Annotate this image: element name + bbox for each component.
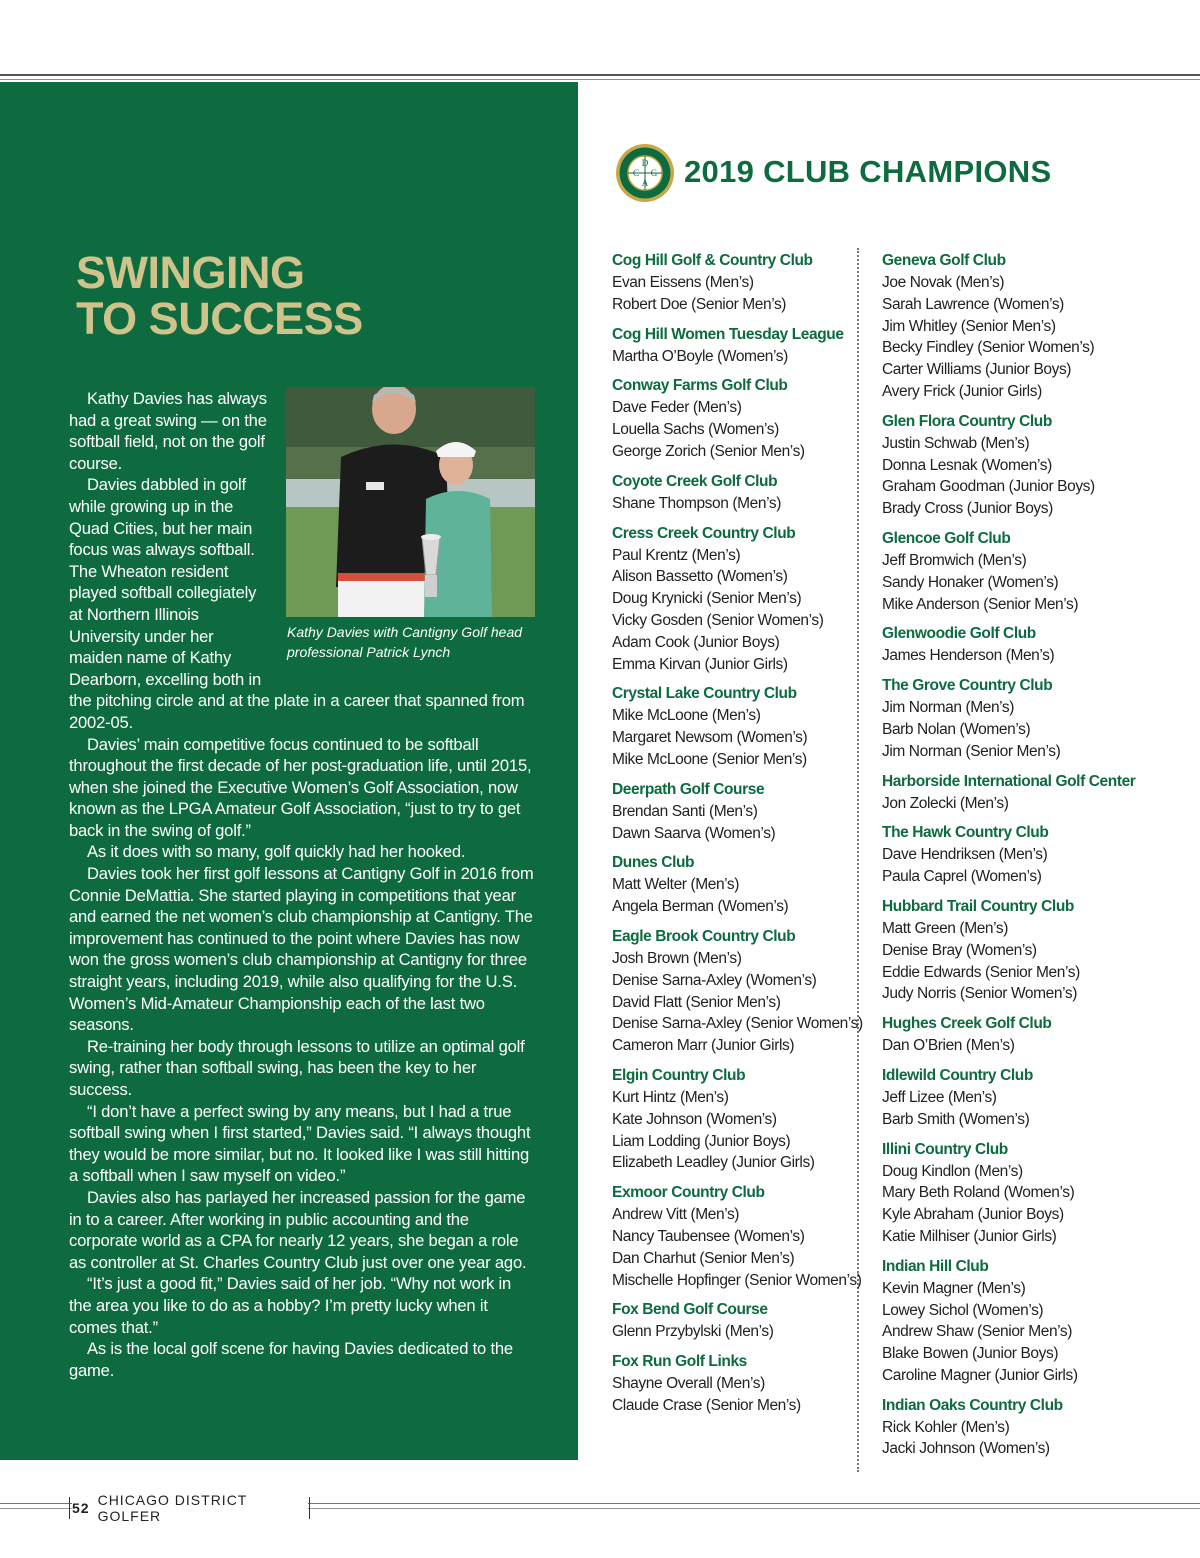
champion-name: Barb Nolan (Women’s) bbox=[882, 720, 1031, 738]
body-paragraph: As is the local golf scene for having Davies dedicated to the game. bbox=[69, 1339, 513, 1380]
top-rule-thin bbox=[0, 79, 1200, 80]
club-name: Glen Flora Country Club bbox=[882, 412, 1052, 430]
club-name: Crystal Lake Country Club bbox=[612, 685, 797, 703]
club-name: Fox Bend Golf Course bbox=[612, 1301, 768, 1319]
logo-letter-bottom: A bbox=[641, 178, 649, 188]
body-paragraph: As it does with so many, golf quickly had her hooked. bbox=[87, 842, 466, 862]
champion-name: Nancy Taubensee (Women’s) bbox=[612, 1227, 805, 1245]
champion-name: Shayne Overall (Men’s) bbox=[612, 1375, 765, 1393]
champion-name: Mischelle Hopfinger (Senior Women’s) bbox=[612, 1271, 862, 1289]
champion-name: James Henderson (Men’s) bbox=[882, 647, 1055, 665]
club-name: Geneva Golf Club bbox=[882, 252, 1006, 269]
champion-name: Jeff Lizee (Men’s) bbox=[882, 1088, 997, 1106]
champion-name: Josh Brown (Men’s) bbox=[612, 949, 742, 967]
club-entry bbox=[882, 411, 1182, 520]
club-entry bbox=[882, 771, 1182, 815]
footer-tick-right bbox=[309, 1497, 310, 1519]
champion-name: Justin Schwab (Men’s) bbox=[882, 434, 1030, 452]
champion-name: Denise Bray (Women’s) bbox=[882, 941, 1037, 959]
champion-name: Cameron Marr (Junior Girls) bbox=[612, 1037, 795, 1055]
champion-name: Rick Kohler (Men’s) bbox=[882, 1418, 1010, 1436]
feature-title-line-2: TO SUCCESS bbox=[76, 293, 363, 344]
champion-name: Barb Smith (Women’s) bbox=[882, 1110, 1030, 1128]
logo-letter-top: D bbox=[641, 158, 649, 168]
champion-name: Jim Norman (Men’s) bbox=[882, 699, 1015, 717]
club-entry bbox=[612, 1351, 852, 1417]
champion-name: Mike McLoone (Men’s) bbox=[612, 707, 761, 725]
champion-name: Denise Sarna-Axley (Women’s) bbox=[612, 971, 817, 989]
champion-name: Vicky Gosden (Senior Women’s) bbox=[612, 611, 824, 629]
champion-name: Louella Sachs (Women’s) bbox=[612, 421, 779, 439]
club-name: Coyote Creek Golf Club bbox=[612, 472, 778, 490]
champion-name: Blake Bowen (Junior Boys) bbox=[882, 1345, 1059, 1363]
photo-caption: Kathy Davies with Cantigny Golf head professional Patrick Lynch bbox=[287, 624, 523, 660]
champion-name: Shane Thompson (Men’s) bbox=[612, 494, 781, 512]
champion-name: Mike Anderson (Senior Men’s) bbox=[882, 595, 1079, 613]
champion-name: Katie Milhiser (Junior Girls) bbox=[882, 1227, 1057, 1245]
publication-name: CHICAGO DISTRICT GOLFER bbox=[97, 1492, 248, 1524]
club-entry bbox=[882, 1013, 1182, 1057]
champion-name: Denise Sarna-Axley (Senior Women’s) bbox=[612, 1015, 863, 1033]
feature-title bbox=[76, 247, 556, 344]
champion-name: Robert Doe (Senior Men’s) bbox=[612, 295, 787, 313]
club-name: Illini Country Club bbox=[882, 1140, 1008, 1158]
club-entry bbox=[612, 1299, 852, 1343]
champion-name: Kate Johnson (Women’s) bbox=[612, 1110, 777, 1128]
logo-letter-left: C bbox=[632, 168, 640, 178]
club-entry bbox=[882, 896, 1182, 1005]
champion-name: Jim Whitley (Senior Men’s) bbox=[882, 317, 1056, 335]
champion-name: Becky Findley (Senior Women’s) bbox=[882, 339, 1095, 357]
club-name: Indian Oaks Country Club bbox=[882, 1396, 1063, 1414]
club-entry bbox=[882, 250, 1182, 403]
champion-name: Dave Feder (Men’s) bbox=[612, 399, 742, 417]
champion-name: Jon Zolecki (Men’s) bbox=[882, 794, 1009, 812]
champion-name: Kyle Abraham (Junior Boys) bbox=[882, 1206, 1064, 1224]
champion-name: Dan O’Brien (Men’s) bbox=[882, 1037, 1015, 1055]
club-entry bbox=[882, 1065, 1182, 1131]
page-footer bbox=[72, 1492, 308, 1524]
photo-illustration bbox=[286, 387, 535, 617]
club-entry bbox=[882, 623, 1182, 667]
club-name: Eagle Brook Country Club bbox=[612, 927, 796, 945]
champion-name: David Flatt (Senior Men’s) bbox=[612, 993, 781, 1011]
champion-name: Matt Green (Men’s) bbox=[882, 919, 1009, 937]
club-entry bbox=[612, 1065, 852, 1174]
club-entry bbox=[612, 779, 852, 845]
champion-name: Paul Krentz (Men’s) bbox=[612, 546, 741, 564]
champion-name: Jeff Bromwich (Men’s) bbox=[882, 551, 1027, 569]
club-name: Harborside International Golf Center bbox=[882, 772, 1136, 790]
club-name: Cress Creek Country Club bbox=[612, 524, 796, 542]
club-name: Exmoor Country Club bbox=[612, 1184, 765, 1202]
champions-right-column bbox=[882, 250, 1182, 1468]
champion-name: Claude Crase (Senior Men’s) bbox=[612, 1396, 801, 1414]
club-name: Cog Hill Women Tuesday League bbox=[612, 325, 844, 343]
champion-name: Avery Frick (Junior Girls) bbox=[882, 382, 1042, 400]
club-entry bbox=[612, 375, 852, 462]
champion-name: Doug Krynicki (Senior Men’s) bbox=[612, 590, 802, 608]
champion-name: Glenn Przybylski (Men’s) bbox=[612, 1323, 774, 1341]
champion-name: Andrew Vitt (Men’s) bbox=[612, 1206, 740, 1224]
champion-name: Sandy Honaker (Women’s) bbox=[882, 573, 1059, 591]
champion-name: Sarah Lawrence (Women’s) bbox=[882, 295, 1064, 313]
cdga-logo bbox=[615, 143, 675, 203]
champion-name: Lowey Sichol (Women’s) bbox=[882, 1301, 1044, 1319]
champion-name: Elizabeth Leadley (Junior Girls) bbox=[612, 1154, 815, 1172]
top-rule bbox=[0, 74, 1200, 76]
champion-name: Brendan Santi (Men’s) bbox=[612, 802, 758, 820]
feature-title-line-1: SWINGING bbox=[76, 247, 305, 298]
club-name: The Hawk Country Club bbox=[882, 824, 1049, 842]
champion-name: Donna Lesnak (Women’s) bbox=[882, 456, 1052, 474]
champion-name: Kurt Hintz (Men’s) bbox=[612, 1088, 729, 1106]
champion-name: Matt Welter (Men’s) bbox=[612, 876, 740, 894]
champion-name: Dan Charhut (Senior Men’s) bbox=[612, 1249, 795, 1267]
champion-name: Caroline Magner (Junior Girls) bbox=[882, 1366, 1078, 1384]
body-paragraph: Kathy Davies has always had a great swing — on the softball field, not on the golf course. bbox=[69, 389, 267, 473]
club-entry bbox=[612, 471, 852, 515]
club-name: Cog Hill Golf & Country Club bbox=[612, 252, 813, 269]
champion-name: Paula Caprel (Women’s) bbox=[882, 868, 1042, 886]
champion-name: Mike McLoone (Senior Men’s) bbox=[612, 750, 807, 768]
club-entry bbox=[882, 675, 1182, 762]
club-name: Elgin Country Club bbox=[612, 1066, 746, 1084]
footer-tick-left bbox=[69, 1497, 70, 1519]
champion-name: Margaret Newsom (Women’s) bbox=[612, 729, 808, 747]
club-entry bbox=[882, 1395, 1182, 1461]
club-entry bbox=[882, 1139, 1182, 1248]
logo-letter-right: G bbox=[650, 168, 658, 178]
champion-name: Brady Cross (Junior Boys) bbox=[882, 500, 1053, 518]
champion-name: Alison Bassetto (Women’s) bbox=[612, 568, 788, 586]
club-entry bbox=[612, 523, 852, 676]
club-name: Hubbard Trail Country Club bbox=[882, 897, 1074, 915]
club-name: The Grove Country Club bbox=[882, 677, 1053, 695]
champion-name: Andrew Shaw (Senior Men’s) bbox=[882, 1323, 1073, 1341]
champion-name: Angela Berman (Women’s) bbox=[612, 898, 789, 916]
club-entry bbox=[882, 1256, 1182, 1387]
club-entry bbox=[882, 822, 1182, 888]
body-paragraph: Davies dabbled in golf while growing up in the Quad Cities, but her main focus was always softball. The Wheaton resident played softball collegiately at Northern Illinois University under her maiden name of Kathy Dearborn, excelling both in the pitching circle and at the plate in a career that spanned from 2002-05. bbox=[69, 475, 525, 732]
champion-name: Adam Cook (Junior Boys) bbox=[612, 633, 780, 651]
club-name: Fox Run Golf Links bbox=[612, 1353, 747, 1371]
champion-name: Dave Hendriksen (Men’s) bbox=[882, 846, 1048, 864]
champion-name: Doug Kindlon (Men’s) bbox=[882, 1162, 1023, 1180]
club-entry bbox=[612, 1182, 862, 1291]
champion-name: Eddie Edwards (Senior Men’s) bbox=[882, 963, 1080, 981]
club-name: Conway Farms Golf Club bbox=[612, 377, 788, 395]
champion-name: Jim Norman (Senior Men’s) bbox=[882, 742, 1061, 760]
club-name: Idlewild Country Club bbox=[882, 1066, 1033, 1084]
body-paragraph: “I don’t have a perfect swing by any means, but I had a true softball swing when I first started,” Davies said. “I always thought they would be more similar, but no. It looked like I was still hitting a softball when I saw myself on video.” bbox=[69, 1101, 531, 1186]
champion-name: Kevin Magner (Men’s) bbox=[882, 1279, 1026, 1297]
champion-name: Graham Goodman (Junior Boys) bbox=[882, 478, 1095, 496]
champion-name: Mary Beth Roland (Women’s) bbox=[882, 1184, 1075, 1202]
champion-name: Evan Eissens (Men’s) bbox=[612, 274, 754, 291]
club-entry bbox=[612, 926, 863, 1057]
champion-name: Emma Kirvan (Junior Girls) bbox=[612, 655, 788, 673]
body-paragraph: Re-training her body through lessons to utilize an optimal golf swing, rather than softball swing, has been the key to her success. bbox=[69, 1036, 525, 1099]
champion-name: Judy Norris (Senior Women’s) bbox=[882, 985, 1077, 1003]
body-paragraph: Davies also has parlayed her increased passion for the game in to a career. After working in public accounting and the corporate world as a CPA for nearly 12 years, she began a role as controller at St. Charles Country Club just over one year ago. bbox=[69, 1187, 527, 1272]
club-name: Dunes Club bbox=[612, 854, 695, 872]
club-entry bbox=[612, 250, 852, 316]
champion-name: Carter Williams (Junior Boys) bbox=[882, 361, 1072, 379]
club-entry bbox=[612, 683, 852, 770]
club-name: Deerpath Golf Course bbox=[612, 780, 765, 798]
club-entry bbox=[882, 528, 1182, 615]
champion-name: Joe Novak (Men’s) bbox=[882, 274, 1005, 291]
champion-name: George Zorich (Senior Men’s) bbox=[612, 442, 805, 460]
club-name: Hughes Creek Golf Club bbox=[882, 1015, 1052, 1033]
club-entry bbox=[612, 852, 852, 918]
body-paragraph: Davies took her first golf lessons at Cantigny Golf in 2016 from Connie DeMattia. She started playing in competitions that year and earned the net women’s club championship at Cantigny. The improvement has continued to the point where Davies has now won the gross women’s club championship at Cantigny for three straight years, including 2019, while also qualifying for the U.S. Women’s Mid-Amateur Championship each of the last two seasons. bbox=[69, 864, 534, 1035]
club-entry bbox=[612, 324, 852, 368]
champion-name: Liam Lodding (Junior Boys) bbox=[612, 1132, 791, 1150]
body-paragraph: Davies’ main competitive focus continued to be softball throughout the first decade of her post-graduation life, until 2015, when she joined the Executive Women’s Golf Association, now known as the LPGA Amateur Golf Association, “just to try to get back in the swing of golf.” bbox=[69, 734, 532, 840]
club-name: Glenwoodie Golf Club bbox=[882, 625, 1036, 643]
champions-title: 2019 CLUB CHAMPIONS bbox=[684, 154, 1052, 189]
club-name: Indian Hill Club bbox=[882, 1257, 989, 1275]
champions-left-column bbox=[612, 250, 863, 1425]
champion-name: Martha O’Boyle (Women’s) bbox=[612, 347, 788, 365]
champion-name: Jacki Johnson (Women’s) bbox=[882, 1440, 1050, 1458]
feature-photo bbox=[286, 387, 535, 617]
club-name: Glencoe Golf Club bbox=[882, 529, 1011, 547]
champion-name: Dawn Saarva (Women’s) bbox=[612, 824, 776, 842]
body-paragraph: “It’s just a good fit,” Davies said of her job. “Why not work in the area you like to do as a hobby? I’m pretty lucky when it comes that.” bbox=[69, 1274, 512, 1337]
page-number: 52 bbox=[72, 1500, 90, 1516]
